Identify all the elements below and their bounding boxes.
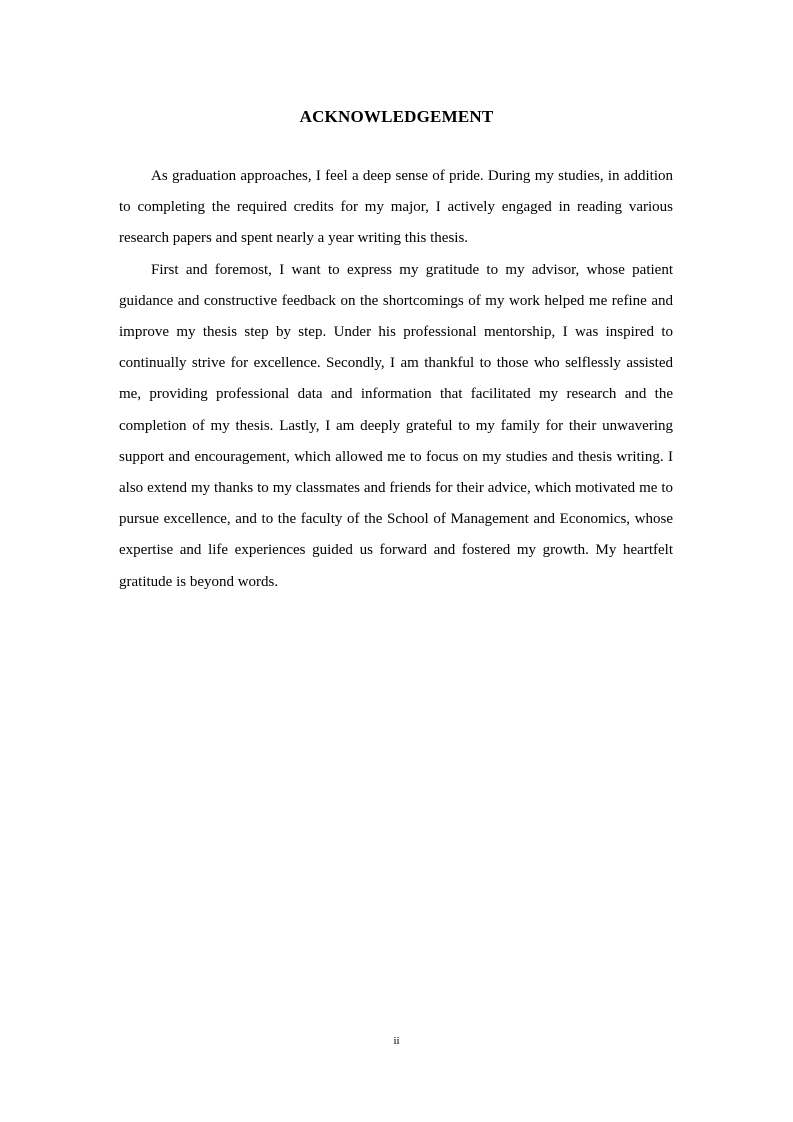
paragraph-2: First and foremost, I want to express my gratitude to my advisor, whose patient guidance and constructive feedback on the shortcomings of my work helped me refine and improve my thesis step by step. Under his professional mentorship, I was inspired to continually strive for excellence. Secondly, I am thankful to those who selflessly assisted me, providing professional data and information that facilitated my research and the completion of my thesis. Lastly, I am deeply grateful to my family for their unwavering support and encouragement, which allowed me to focus on my studies and thesis writing. I also extend my thanks to my classmates and friends for their advice, which motivated me to pursue excellence, and to the faculty of the School of Management and Economics, whose expertise and life experiences guided us forward and fostered my growth. My heartfelt gratitude is beyond words. (119, 261, 673, 590)
page-title: ACKNOWLEDGEMENT (299, 107, 494, 126)
acknowledgement-body (119, 161, 673, 598)
page-number: ii (393, 1035, 400, 1047)
paragraph-1: As graduation approaches, I feel a deep sense of pride. During my studies, in addition to completing the required credits for my major, I actively engaged in reading various research papers and spent nearly a year writing this thesis. (119, 168, 673, 247)
